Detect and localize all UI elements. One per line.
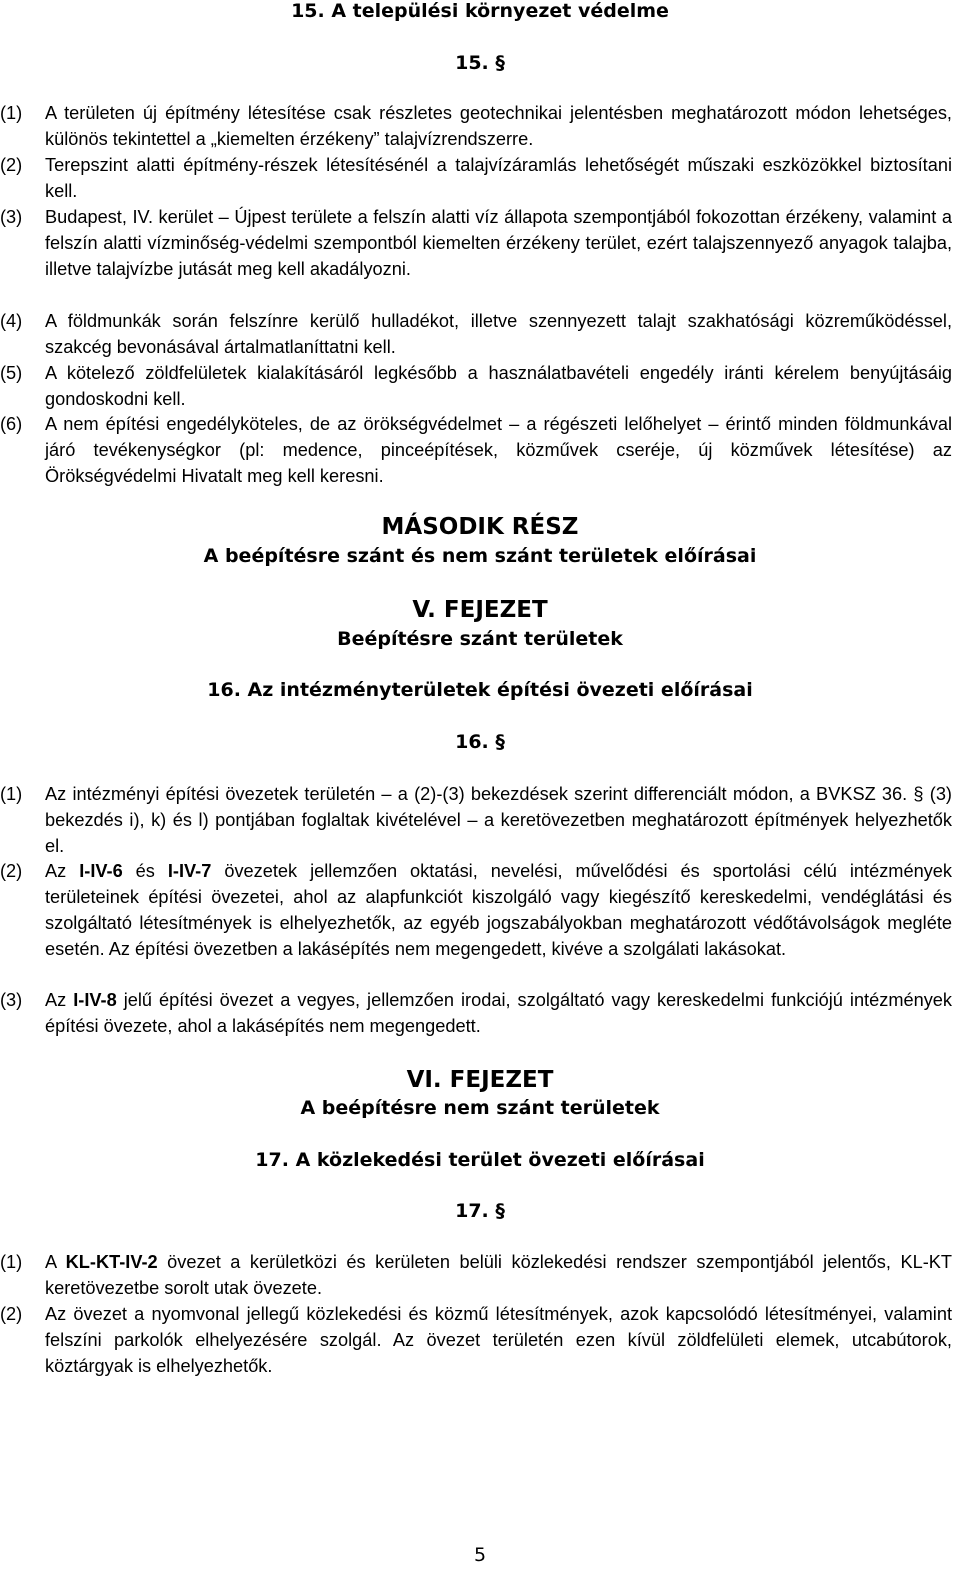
text-fragment: és (122, 861, 168, 881)
text-fragment: jelű építési övezet a vegyes, jellemzően irodai, szolgáltató vagy kereskedelmi funkciójú intézmények építési övezete, ahol a lakásépítés nem megengedett. (45, 990, 952, 1036)
paragraph-number: (2) (0, 155, 23, 175)
part-subtitle: A beépítésre szánt és nem szánt területek előírásai (203, 545, 757, 567)
paragraph-text: A területen új építmény létesítése csak részletes geotechnikai jelentésben meghatározott módon lehetséges, különös tekintettel a „kiemelten érzékeny” talajvízrendszerre. (45, 103, 952, 149)
zone-code: I-IV-6 (79, 861, 123, 881)
chapter-5-subtitle: Beépítésre szánt területek (337, 628, 623, 650)
paragraph-text (45, 988, 952, 1040)
paragraph-text: A kötelező zöldfelületek kialakításáról legkésőbb a használatbavételi engedély iránti kérelem benyújtásáig gondoskodni kell. (45, 363, 952, 409)
paragraph-number: (3) (0, 207, 23, 227)
paragraph-number: (3) (0, 990, 23, 1010)
paragraph-number: (1) (0, 1252, 23, 1272)
paragraph-number: (2) (0, 861, 23, 881)
part-title: MÁSODIK RÉSZ (381, 514, 579, 540)
paragraph-text: A földmunkák során felszínre kerülő hulladékot, illetve szennyezett talajt szakhatósági közreműködéssel, szakcég bevonásával ártalmatlaníttatni kell. (45, 311, 952, 357)
paragraph-text: A nem építési engedélyköteles, de az örökségvédelmet – a régészeti lelőhelyet – érintő minden földmunkával járó tevékenységkor (pl: medence, pinceépítések, közművek cseréje, új közművek létesítése) az Örökségvédelmi Hivatalt meg kell keresni. (45, 414, 952, 486)
paragraph-number: (1) (0, 784, 23, 804)
paragraph-number: (5) (0, 363, 23, 383)
text-fragment: Az (45, 861, 80, 881)
section-17-sign: 17. § (455, 1200, 505, 1222)
text-fragment: övezetek jellemzően oktatási, nevelési, művelődési és sportolási célú intézmények területeinek építési övezetei, ahol az alapfunkciót kiszolgáló vagy kiegészítő kereskedelmi, vendéglátási és szolgáltató létesítmények is elhelyezhetők, az egyéb jogszabályokban meghatározott védőtávolságok megléte esetén. Az építési övezetben a lakásépítés nem megengedett, kivéve a szolgálati lakásokat. (45, 861, 952, 959)
zone-code: KL-KT-IV-2 (65, 1252, 158, 1272)
zone-code: I-IV-8 (73, 990, 117, 1010)
section-16-sign: 16. § (455, 731, 505, 753)
chapter-6-subtitle: A beépítésre nem szánt területek (300, 1097, 660, 1119)
section-15-sign: 15. § (455, 52, 505, 74)
paragraph-number: (4) (0, 311, 23, 331)
paragraph-text: Terepszint alatti építmény-részek létesítésénél a talajvízáramlás lehetőségét műszaki eszközökkel biztosítani kell. (45, 155, 952, 201)
section-16-title: 16. Az intézményterületek építési övezeti előírásai (207, 679, 753, 701)
paragraph-text: Az övezet a nyomvonal jellegű közlekedési és közmű létesítmények, azok kapcsolódó létesítményei, valamint felszíni parkolók elhelyezésére szolgál. Az övezet területén ezen kívül zöldfelületi elemek, utcabútorok, köztárgyak is elhelyezhetők. (45, 1304, 952, 1376)
paragraph-text (45, 1250, 952, 1302)
chapter-5-title: V. FEJEZET (412, 597, 548, 623)
section-17-title: 17. A közlekedési terület övezeti előírásai (255, 1149, 705, 1171)
zone-code: I-IV-7 (167, 861, 212, 881)
paragraph-text: Az intézményi építési övezetek területén – a (2)-(3) bekezdések szerint differenciált módon, a BVKSZ 36. § (3) bekezdés i), k) és l) pontjában foglaltak kivételével – a keretövezetben meghatározott építmények helyezhetők el. (45, 784, 952, 856)
text-fragment: Az (45, 990, 74, 1010)
text-fragment: A (45, 1252, 66, 1272)
chapter-6-title: VI. FEJEZET (406, 1067, 554, 1093)
paragraph-number: (6) (0, 414, 23, 434)
paragraph-number: (2) (0, 1304, 23, 1324)
paragraph-text: Budapest, IV. kerület – Újpest területe a felszín alatti víz állapota szempontjából fokozottan érzékeny, valamint a felszín alatti vízminőség-védelmi szempontból kiemelten érzékeny terület, ezért talajszennyező anyagok talajba, illetve talajvízbe jutását meg kell akadályozni. (45, 207, 952, 279)
page-number: 5 (473, 1544, 487, 1566)
paragraph-number: (1) (0, 103, 23, 123)
text-fragment: övezet a kerületközi és kerületen belüli közlekedési rendszer szempontjából jelentős, KL-KT keretövezetbe sorolt utak övezete. (45, 1252, 952, 1298)
paragraph-text (45, 859, 952, 963)
section-15-title: 15. A települési környezet védelme (291, 0, 669, 22)
